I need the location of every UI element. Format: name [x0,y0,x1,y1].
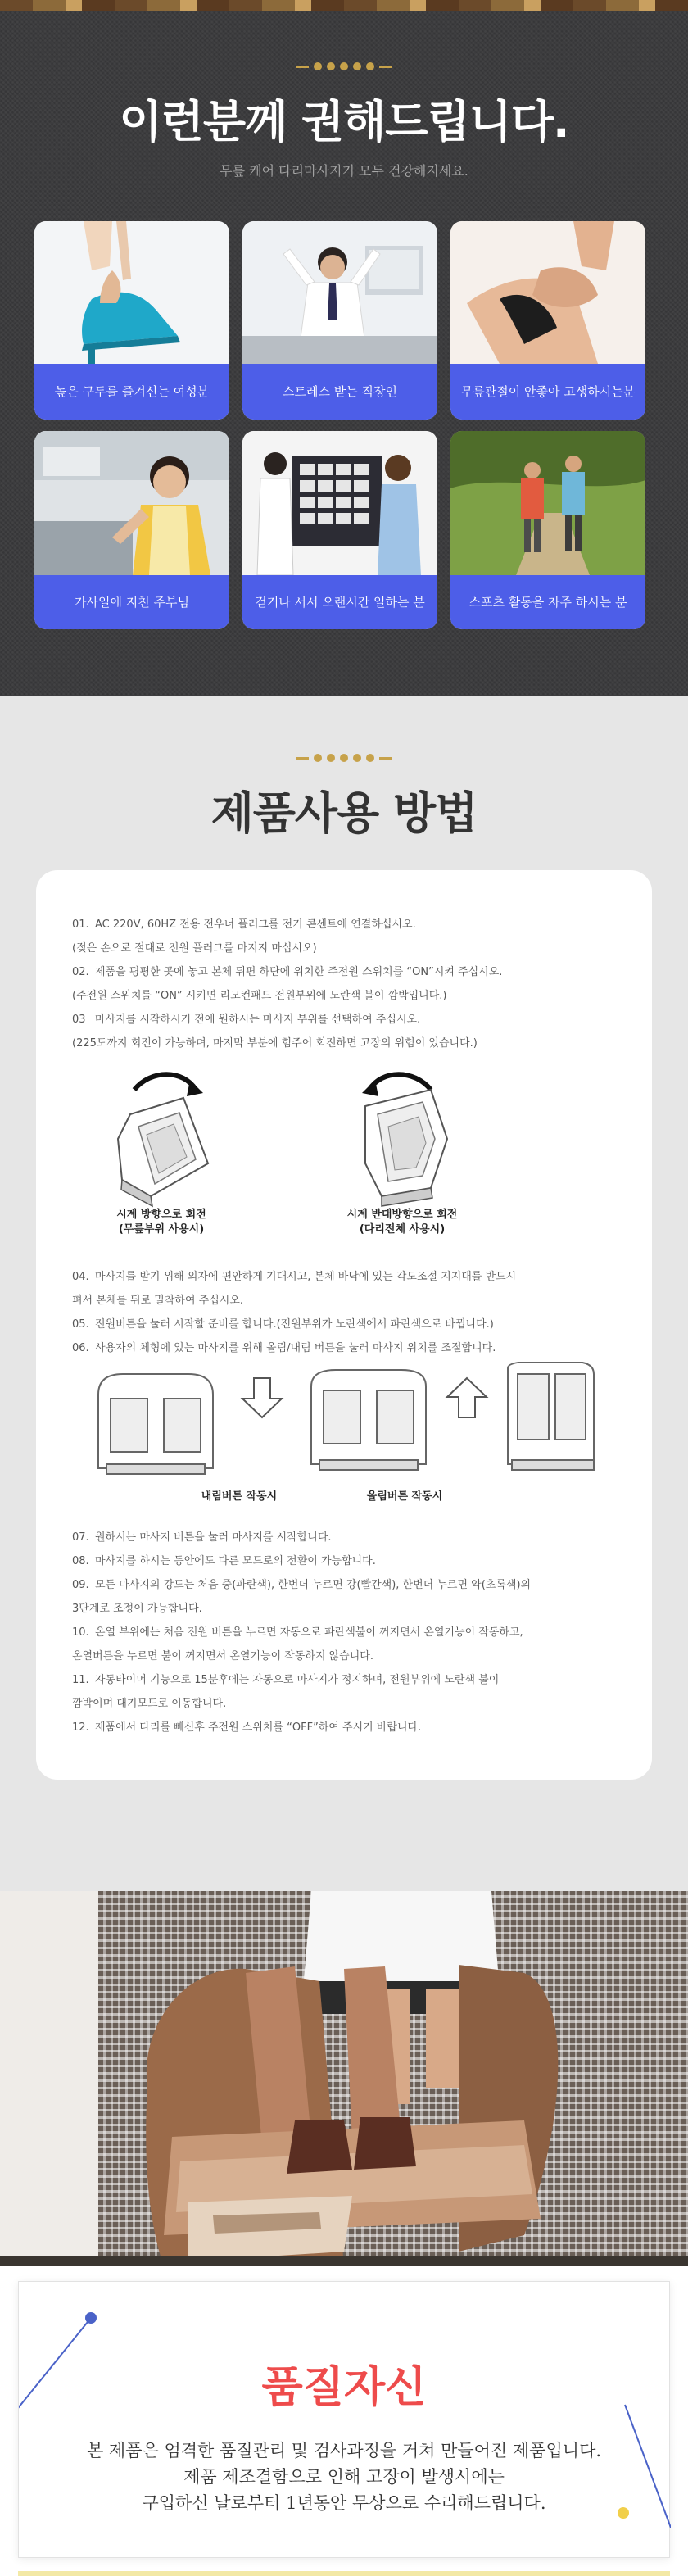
quality-description: 본 제품은 엄격한 품질관리 및 검사과정을 거쳐 만들어진 제품입니다. 제품 제조결함으로 인해 고장이 발생시에는 구입하신 날로부터 1년동안 무상으로 수리해드립니다. [86,2441,602,2513]
up-arrow-icon [447,1378,487,1417]
gold-divider-dots [0,754,688,762]
step-04: 04. 마사지를 받기 위해 의자에 편안하게 기대시고, 본체 바닥에 있는 각도조절 지지대를 반드시 펴서 본체를 뒤로 밀착하여 주십시오. [72,1271,517,1307]
massager-high [508,1362,594,1470]
sports-hikers-photo [450,431,645,575]
recommend-title: 이런분께 권해드립니다. [119,96,569,147]
step-10: 10. 온열 부위에는 처음 전원 버튼을 누르면 자동으로 파란색불이 꺼지면서 온열기능이 작동하고, 온열버튼을 누르면 불이 꺼지면서 온열기능이 작동하지 않습니다. [72,1626,523,1662]
step-01: 01. AC 220V, 60HZ 전용 전우너 플러그를 전기 콘센트에 연결하십시오. (젖은 손으로 절대로 전원 플러그를 마지지 마십시오) [72,918,416,955]
card-high-heels [34,221,229,420]
usage-instructions-card [36,870,652,1780]
usage-section [0,696,688,1891]
steps-group-b [72,1265,629,1360]
step-05: 05. 전원버튼을 눌러 시작할 준비를 합니다.(전원부위가 노란색에서 파란색으로 바뀝니다.) [72,1318,494,1331]
gold-divider-dots [0,62,688,70]
card-label: 가사일에 지친 주부님 [34,575,229,629]
step-09: 09. 모든 마사지의 강도는 처음 중(파란색), 한번더 누르면 강(빨간색), 한번더 누르면 약(초록색)의 3단계로 조정이 가능합니다. [72,1579,532,1615]
step-07: 07. 원하시는 마사지 버튼을 눌러 마사지를 시작합니다. [72,1531,332,1544]
rotate-clockwise-illustration [102,1065,224,1213]
quality-section [0,2266,688,2576]
card-label: 걷거나 서서 오랜시간 일하는 분 [242,575,437,629]
high-heels-photo [34,221,229,364]
caption-rotate-clockwise: 시계 방향으로 회전 (무릎부위 사용시) [116,1209,206,1236]
recommend-subtitle: 무릎 케어 다리마사지기 모두 건강해지세요. [220,163,468,179]
card-label: 무릎관절이 안좋아 고생하시는분 [450,364,645,420]
massager-low [98,1374,213,1474]
rotate-counterclockwise-illustration [341,1065,464,1213]
step-12: 12. 제품에서 다리를 빼신후 주전원 스위치를 “OFF”하여 주시기 바랍니다. [72,1721,422,1734]
card-knee-pain [450,221,645,420]
card-housewife [34,431,229,629]
office-worker-photo [242,221,437,364]
massager-mid [311,1370,426,1470]
steps-group-c [72,1526,629,1739]
recommend-section [0,11,688,696]
card-standing-workers [242,431,437,629]
quality-guarantee-box [18,2281,670,2558]
step-03: 03 마사지를 시작하시기 전에 원하시는 마사지 부위를 선택하여 주십시오. (225도까지 회전이 가능하며, 마지막 부분에 힘주어 회전하면 고장의 위험이 있습니다.) [72,1014,478,1050]
quality-bottom-accent [18,2571,670,2576]
down-arrow-icon [242,1378,282,1417]
card-sports [450,431,645,629]
decorative-lines [19,2282,671,2559]
caption-down-button: 내림버튼 작동시 [201,1490,278,1503]
quality-title: 품질자신 [261,2363,427,2412]
standing-workers-photo [242,431,437,575]
step-11: 11. 자동타이머 기능으로 15분후에는 자동으로 마사지가 정지하며, 전원부위에 노란색 불이 깜박이며 대기모드로 이동합니다. [72,1674,500,1710]
height-adjust-illustration [90,1362,598,1485]
step-02: 02. 제품을 평평한 곳에 놓고 본체 뒤편 하단에 위치한 주전원 스위치를 “ON”시켜 주십시오. (주전원 스위치를 “ON” 시키면 리모컨패드 전원부위에 노란색 불이 깜박입니다.) [72,966,503,1002]
recommend-card-grid [34,221,645,629]
card-label: 스포츠 활동을 자주 하시는 분 [450,575,645,629]
housewife-photo [34,431,229,575]
caption-up-button: 올림버튼 작동시 [366,1490,443,1503]
caption-rotate-counterclockwise: 시계 반대방향으로 회전 (다리전체 사용시) [346,1209,458,1236]
step-08: 08. 마사지를 하시는 동안에도 다른 모드로의 전환이 가능합니다. [72,1555,376,1567]
knee-pain-photo [450,221,645,364]
top-banner-strip [0,0,688,11]
product-photo-section [0,1891,688,2266]
step-06: 06. 사용자의 체형에 있는 마사지를 위해 올림/내림 버튼을 눌러 마사지 위치를 조절합니다. [72,1342,496,1354]
card-label: 스트레스 받는 직장인 [242,364,437,420]
steps-group-a [72,913,629,1055]
card-office-worker [242,221,437,420]
card-label: 높은 구두를 즐겨신는 여성분 [34,364,229,420]
leg-massager-photo [0,1891,688,2266]
usage-title: 제품사용 방법 [210,787,478,839]
